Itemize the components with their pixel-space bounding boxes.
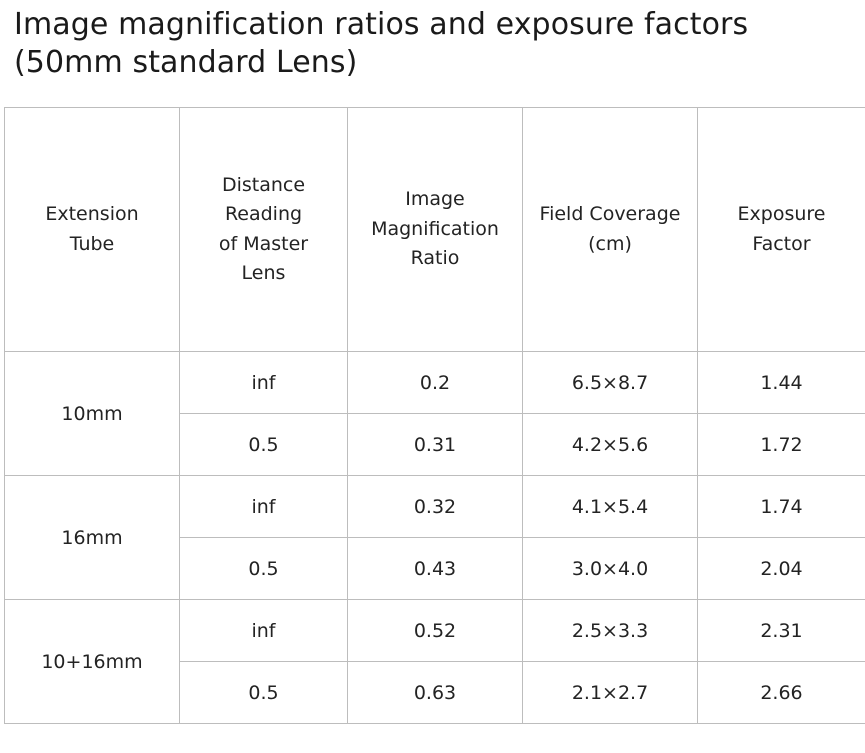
cell-field-coverage: 2.1×2.7: [523, 662, 698, 724]
table-row: [5, 600, 865, 662]
column-header-magnification-ratio: [348, 108, 523, 352]
cell-magnification: 0.52: [348, 600, 523, 662]
cell-distance: inf: [180, 352, 348, 414]
cell-distance: 0.5: [180, 538, 348, 600]
table-row: [5, 352, 865, 414]
row-group-label-10-plus-16mm: 10+16mm: [5, 600, 180, 724]
column-header-field-coverage-line-2: (cm): [588, 232, 632, 255]
cell-exposure-factor: 1.72: [698, 414, 865, 476]
column-header-field-coverage-line-1: Field Coverage: [539, 203, 681, 226]
cell-exposure-factor: 2.66: [698, 662, 865, 724]
column-header-magnification-ratio-line-2: Magnification: [371, 217, 499, 240]
cell-magnification: 0.31: [348, 414, 523, 476]
cell-distance: inf: [180, 476, 348, 538]
row-group-label-16mm: 16mm: [5, 476, 180, 600]
column-header-exposure-factor: [698, 108, 865, 352]
table-header-row: [5, 108, 865, 352]
spec-table: [4, 107, 865, 724]
column-header-distance-reading-line-1: Distance: [221, 173, 306, 196]
cell-exposure-factor: 1.74: [698, 476, 865, 538]
spec-table-container: [0, 107, 865, 724]
cell-magnification: 0.2: [348, 352, 523, 414]
cell-magnification: 0.32: [348, 476, 523, 538]
table-row: [5, 476, 865, 538]
table-body: [5, 352, 865, 724]
page-title-line-2: (50mm standard Lens): [14, 44, 358, 80]
column-header-magnification-ratio-line-1: Image: [405, 188, 465, 211]
column-header-distance-reading: [180, 108, 348, 352]
column-header-extension-tube-line-2: Tube: [69, 232, 115, 255]
cell-distance: 0.5: [180, 414, 348, 476]
column-header-extension-tube: [5, 108, 180, 352]
column-header-distance-reading-line-3: of Master: [218, 232, 309, 255]
page-title: [0, 0, 865, 81]
column-header-exposure-factor-line-1: Exposure: [737, 203, 826, 226]
column-header-exposure-factor-line-2: Factor: [752, 232, 811, 255]
cell-field-coverage: 2.5×3.3: [523, 600, 698, 662]
cell-field-coverage: 3.0×4.0: [523, 538, 698, 600]
cell-field-coverage: 4.1×5.4: [523, 476, 698, 538]
column-header-magnification-ratio-line-3: Ratio: [410, 247, 460, 270]
cell-magnification: 0.43: [348, 538, 523, 600]
cell-field-coverage: 4.2×5.6: [523, 414, 698, 476]
cell-exposure-factor: 2.04: [698, 538, 865, 600]
page-title-line-1: Image magnification ratios and exposure factors: [14, 7, 749, 42]
column-header-distance-reading-line-2: Reading: [224, 203, 303, 226]
cell-distance: 0.5: [180, 662, 348, 724]
table-header: [5, 108, 865, 352]
cell-magnification: 0.63: [348, 662, 523, 724]
cell-distance: inf: [180, 600, 348, 662]
cell-field-coverage: 6.5×8.7: [523, 352, 698, 414]
row-group-label-10mm: 10mm: [5, 352, 180, 476]
column-header-distance-reading-line-4: Lens: [241, 261, 286, 284]
cell-exposure-factor: 1.44: [698, 352, 865, 414]
cell-exposure-factor: 2.31: [698, 600, 865, 662]
column-header-extension-tube-line-1: Extension: [45, 203, 139, 226]
column-header-field-coverage: [523, 108, 698, 352]
